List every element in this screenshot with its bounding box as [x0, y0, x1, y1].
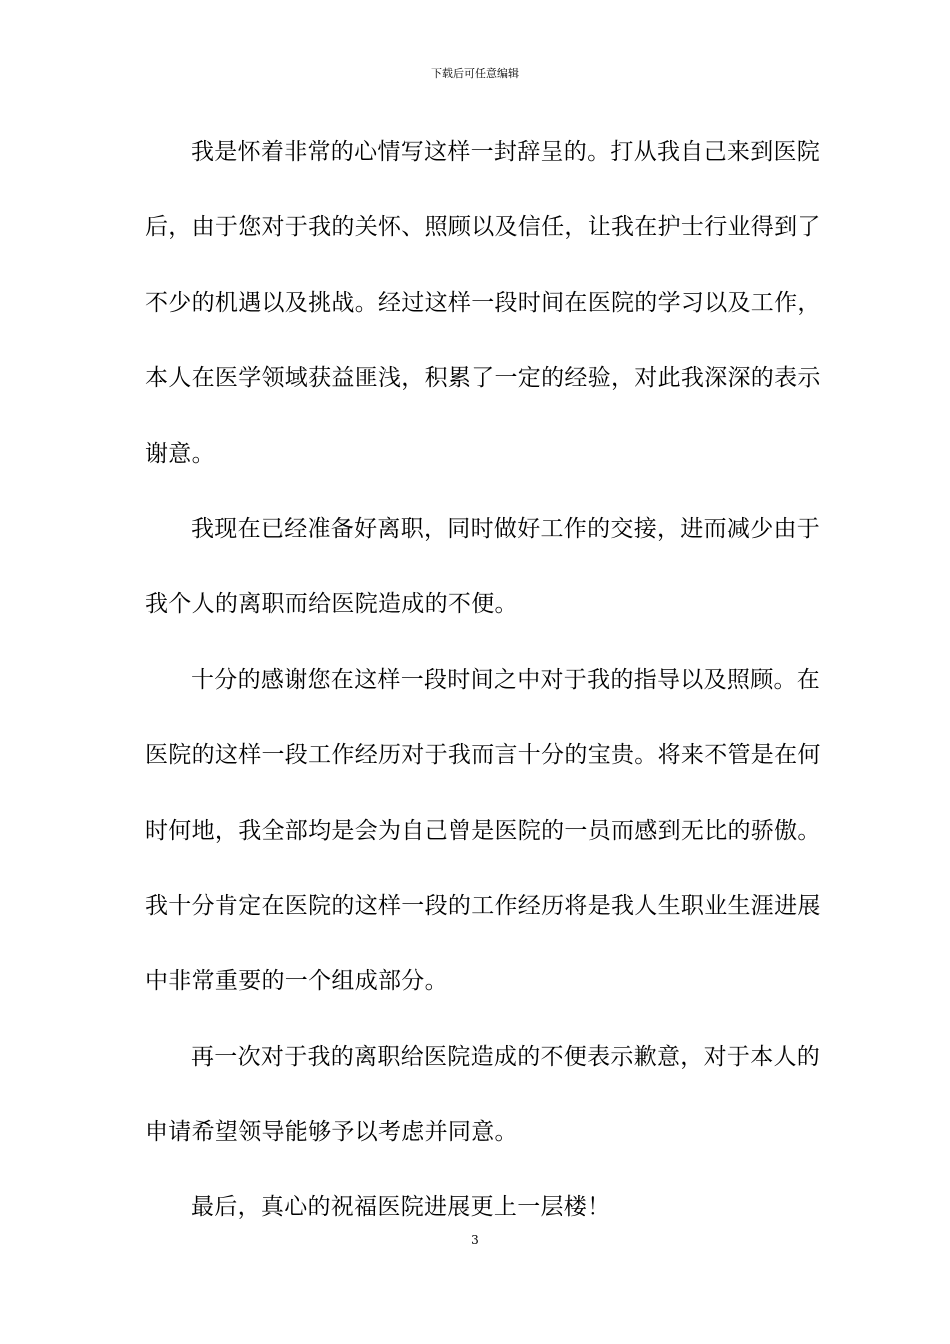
text-line: 申请希望领导能够予以考虑并同意。 — [145, 1119, 518, 1146]
document-body — [145, 124, 821, 1255]
text-line: 我十分肯定在医院的这样一段的工作经历将是我人生职业生涯进展 — [145, 892, 821, 919]
text-line: 中非常重要的一个组成部分。 — [145, 968, 448, 995]
text-line: 我是怀着非常的心情写这样一封辞呈的。打从我自己来到医院 — [191, 139, 821, 165]
text-line: 谢意。 — [145, 440, 215, 467]
page-header: 下载后可任意编辑 — [431, 67, 519, 80]
text-line: 后，由于您对于我的关怀、照顾以及信任，让我在护士行业得到了 — [145, 214, 821, 241]
text-line: 我个人的离职而给医院造成的不便。 — [145, 591, 518, 618]
text-line: 最后，真心的祝福医院进展更上一层楼！ — [191, 1194, 611, 1221]
text-line: 十分的感谢您在这样一段时间之中对于我的指导以及照顾。在 — [191, 666, 821, 693]
text-line: 我现在已经准备好离职，同时做好工作的交接，进而减少由于 — [191, 515, 821, 542]
page-number: 3 — [471, 1233, 479, 1247]
text-line: 本人在医学领域获益匪浅，积累了一定的经验，对此我深深的表示 — [145, 365, 821, 392]
text-line: 再一次对于我的离职给医院造成的不便表示歉意，对于本人的 — [191, 1043, 821, 1070]
text-line: 时何地，我全部均是会为自己曾是医院的一员而感到无比的骄傲。 — [145, 817, 821, 844]
text-line: 不少的机遇以及挑战。经过这样一段时间在医院的学习以及工作， — [145, 289, 821, 316]
text-line: 医院的这样一段工作经历对于我而言十分的宝贵。将来不管是在何 — [145, 742, 821, 769]
